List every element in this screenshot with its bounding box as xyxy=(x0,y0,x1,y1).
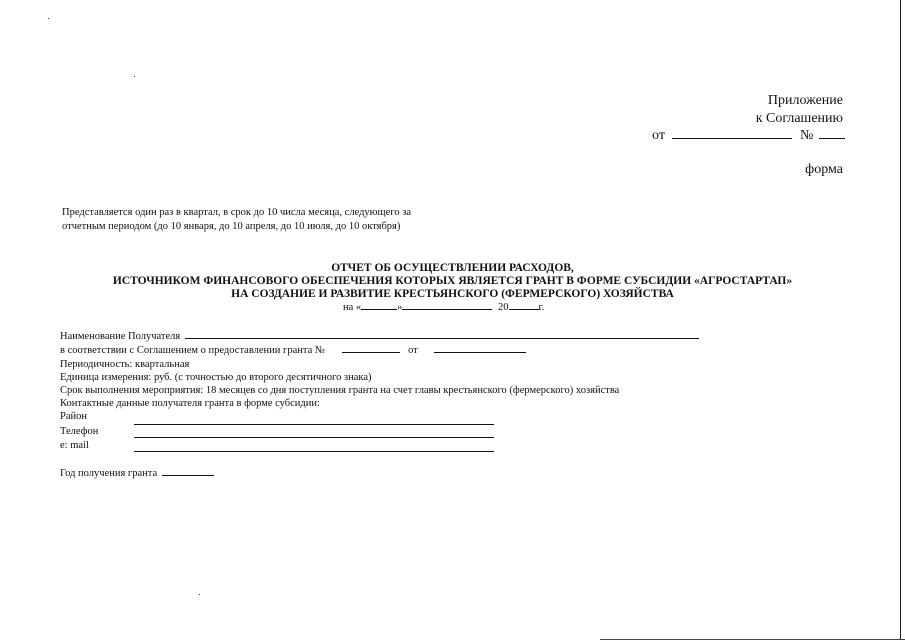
grant-year-row xyxy=(60,468,214,479)
agreement-label: в соответствии с Соглашением о предоставлении гранта № xyxy=(60,345,325,356)
report-month-blank xyxy=(402,308,492,310)
periodicity: Периодичность: квартальная xyxy=(60,359,190,370)
report-title-line-3: НА СОЗДАНИЕ И РАЗВИТИЕ КРЕСТЬЯНСКОГО (ФЕРМЕРСКОГО) ХОЗЯЙСТВА xyxy=(231,288,674,300)
phone-blank xyxy=(134,437,494,438)
appendix-date-row xyxy=(652,128,845,144)
report-date-mid: » xyxy=(397,302,403,313)
appendix-title: Приложение xyxy=(767,93,843,108)
instructions-line-1: Представляется один раз в квартал, в срок до 10 числа месяца, следующего за xyxy=(62,207,412,218)
agreement-number-blank xyxy=(342,351,400,353)
recipient-row xyxy=(60,331,699,342)
appendix-number-blank xyxy=(819,137,845,139)
scan-speck xyxy=(48,18,49,19)
district-blank xyxy=(134,424,494,425)
agreement-row xyxy=(60,345,526,356)
instructions-line-2: отчетным периодом (до 10 января, до 10 апреля, до 10 июля, до 10 октября) xyxy=(62,221,401,232)
email-label: e: mail xyxy=(60,440,89,451)
scan-speck xyxy=(134,76,135,77)
phone-label: Телефон xyxy=(60,426,99,437)
report-date-row xyxy=(343,302,544,313)
report-date-prefix: на « xyxy=(343,302,362,313)
recipient-blank xyxy=(185,337,699,339)
report-title-line-1: ОТЧЕТ ОБ ОСУЩЕСТВЛЕНИИ РАСХОДОВ, xyxy=(331,262,574,274)
appendix-date-blank xyxy=(672,137,792,139)
grant-year-label: Год получения гранта xyxy=(60,468,158,479)
contacts-heading: Контактные данные получателя гранта в форме субсидии: xyxy=(60,398,320,409)
agreement-from-label: от xyxy=(408,345,418,356)
recipient-label: Наименование Получателя xyxy=(60,331,181,342)
implementation-term: Срок выполнения мероприятия: 18 месяцев со дня поступления гранта на счет главы крестьянского (фермерского) хозяйства xyxy=(60,385,620,396)
report-year-suffix: г. xyxy=(538,302,545,313)
email-blank xyxy=(134,451,494,452)
report-title-line-2: ИСТОЧНИКОМ ФИНАНСОВОГО ОБЕСПЕЧЕНИЯ КОТОРЫХ ЯВЛЯЕТСЯ ГРАНТ В ФОРМЕ СУБСИДИИ «АГРОСТАРТАП» xyxy=(112,275,793,287)
unit-of-measure: Единица измерения: руб. (с точностью до второго десятичного знака) xyxy=(60,372,372,383)
agreement-date-blank xyxy=(434,351,526,353)
district-label: Район xyxy=(60,411,87,422)
report-day-blank xyxy=(361,308,397,310)
scan-speck xyxy=(199,594,200,595)
appendix-number-label: № xyxy=(799,128,814,143)
appendix-from-label: от xyxy=(652,128,665,143)
form-label: форма xyxy=(805,162,843,177)
grant-year-blank xyxy=(162,474,214,476)
report-year-prefix: 20 xyxy=(498,302,509,313)
appendix-agreement: к Соглашению xyxy=(755,111,843,126)
page-right-edge xyxy=(900,0,901,640)
report-year-blank xyxy=(509,308,539,310)
